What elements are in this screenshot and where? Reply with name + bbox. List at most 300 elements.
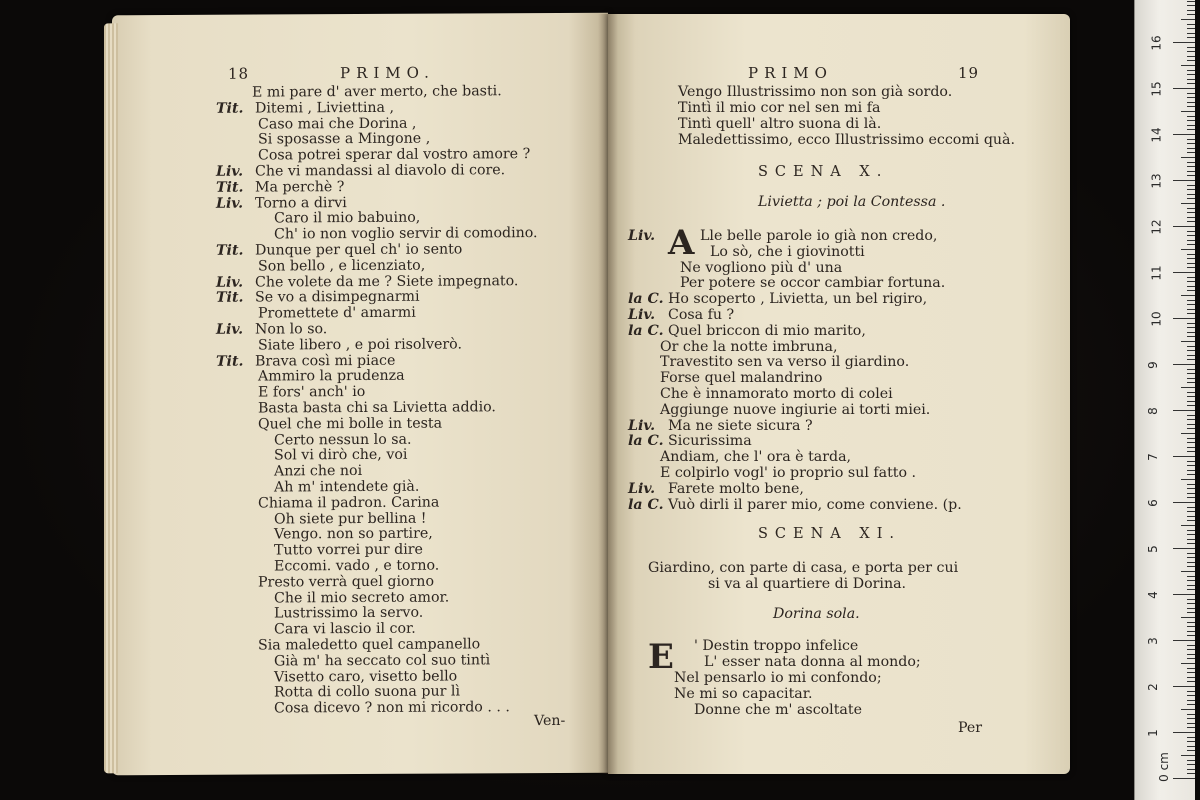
ruler-tick	[1187, 773, 1195, 774]
verse-line	[216, 257, 425, 274]
ruler-tick	[1187, 373, 1195, 374]
ruler-tick	[1187, 727, 1195, 728]
ruler-tick	[1187, 493, 1195, 494]
ruler-tick	[1181, 65, 1195, 66]
verse-line: Tintì quell' altro suona di là.	[678, 116, 882, 132]
ruler-tick	[1187, 33, 1195, 34]
verse-text: Quel briccon di mio marito,	[668, 322, 866, 339]
ruler-tick	[1187, 120, 1195, 121]
verse-line	[628, 260, 842, 276]
speaker-label: la C.	[628, 322, 664, 339]
ruler-tick	[1173, 42, 1195, 43]
ruler-tick	[1187, 461, 1195, 462]
verse-text: Già m' ha seccato col suo tintì	[274, 652, 491, 670]
ruler-tick	[1187, 336, 1195, 337]
ruler-tick	[1187, 51, 1195, 52]
verse-text: Lle belle parole io già non credo,	[700, 228, 938, 244]
ruler-tick	[1187, 576, 1195, 577]
verse-line	[216, 83, 502, 100]
verse-text: E mi pare d' aver merto, che basti.	[252, 83, 502, 101]
running-head-left: PRIMO.	[340, 63, 435, 83]
verse-text: Siate libero , e poi risolverò.	[258, 336, 462, 354]
ruler-tick	[1187, 681, 1195, 682]
scene-xi-heading: SCENA XI.	[758, 526, 902, 542]
verse-text: Anzi che noi	[274, 463, 363, 480]
verse-text: Or che la notte imbruna,	[660, 338, 838, 355]
ruler-tick	[1187, 723, 1195, 724]
verse-text: Ma ne siete sicura ?	[668, 417, 813, 434]
verse-text: Ho scoperto , Livietta, un bel rigiro,	[668, 291, 928, 308]
ruler-tick	[1187, 281, 1195, 282]
ruler-tick	[1187, 695, 1195, 696]
verse-text: Vengo. non so partire,	[274, 526, 433, 543]
ruler-tick	[1187, 612, 1195, 613]
scene-x-direction: Livietta ; poi la Contessa .	[758, 194, 946, 210]
ruler-tick	[1173, 180, 1195, 181]
ruler-tick	[1187, 585, 1195, 586]
verse-line	[628, 481, 804, 497]
catchword-left: Ven-	[534, 712, 566, 730]
verse-line	[216, 115, 416, 132]
ruler-number: 1	[1145, 729, 1160, 737]
speaker-label: la C.	[628, 291, 664, 308]
verse-line	[628, 354, 909, 370]
ruler-tick	[1187, 221, 1195, 222]
ruler-tick	[1187, 622, 1195, 623]
ruler-tick	[1187, 277, 1195, 278]
ruler-tick	[1187, 654, 1195, 655]
ruler-tick	[1187, 359, 1195, 360]
ruler-tick	[1187, 631, 1195, 632]
ruler-tick	[1187, 737, 1195, 738]
ruler-tick	[1187, 599, 1195, 600]
ruler-tick	[1187, 217, 1195, 218]
speaker-label: Liv.	[628, 417, 656, 434]
ruler-tick	[1187, 125, 1195, 126]
verse-line: Maledettissimo, ecco Illustrissimo eccomi quà.	[678, 132, 1016, 148]
verse-line	[216, 210, 420, 227]
ruler-tick	[1187, 419, 1195, 420]
speaker-label: la C.	[628, 433, 664, 450]
verse-line: Donne che m' ascoltate	[694, 702, 862, 718]
ruler-tick	[1187, 37, 1195, 38]
ruler-tick	[1187, 424, 1195, 425]
verse-text: Quel che mi bolle in testa	[258, 415, 443, 433]
verse-text: Cosa potrei sperar dal vostro amore ?	[258, 146, 531, 164]
ruler-tick	[1187, 286, 1195, 287]
ruler-tick	[1187, 714, 1195, 715]
verse-line	[628, 497, 962, 513]
verse-text: Dunque per quel ch' io sento	[255, 241, 463, 259]
ruler-tick	[1181, 755, 1195, 756]
verse-line	[216, 146, 530, 164]
scene-x-heading: SCENA X.	[758, 164, 889, 180]
verse-line	[628, 418, 813, 434]
catchword-right: Per	[958, 720, 983, 736]
verse-text: Sicurissima	[668, 433, 752, 450]
verse-text: Sia maledetto quel campanello	[258, 636, 481, 654]
ruler-tick	[1173, 88, 1195, 89]
ruler-number: 7	[1145, 453, 1160, 461]
ruler-number: 5	[1145, 545, 1160, 553]
verse-text: Caso mai che Dorina ,	[258, 115, 417, 133]
ruler-tick	[1187, 97, 1195, 98]
ruler-tick	[1187, 309, 1195, 310]
verse-text: E fors' anch' io	[258, 384, 366, 401]
verse-text: Aggiunge nuove ingiurie ai torti miei.	[660, 401, 931, 418]
ruler-tick	[1187, 741, 1195, 742]
ruler-tick	[1187, 378, 1195, 379]
ruler-tick	[1187, 79, 1195, 80]
ruler-number: 12	[1149, 219, 1164, 235]
ruler-tick	[1187, 649, 1195, 650]
verse-line: Nel pensarlo io mi confondo;	[674, 670, 882, 686]
ruler-tick	[1187, 451, 1195, 452]
verse-line	[216, 431, 412, 448]
verse-text: Non lo so.	[255, 321, 328, 338]
ruler-tick	[1187, 474, 1195, 475]
ruler-tick	[1173, 548, 1195, 549]
ruler-tick	[1187, 516, 1195, 517]
verse-line	[216, 100, 394, 117]
verse-line	[628, 244, 865, 260]
ruler-tick	[1187, 83, 1195, 84]
ruler-tick	[1187, 212, 1195, 213]
ruler-tick	[1187, 171, 1195, 172]
ruler-tick	[1181, 525, 1195, 526]
verse-line	[216, 415, 442, 432]
ruler-tick	[1187, 148, 1195, 149]
ruler-tick	[1181, 295, 1195, 296]
ruler-tick	[1181, 663, 1195, 664]
ruler-tick	[1187, 539, 1195, 540]
verse-line	[216, 589, 449, 606]
verse-text: Ma perchè ?	[255, 178, 345, 196]
ruler-number: 16	[1149, 35, 1164, 51]
verse-line	[216, 621, 416, 638]
ruler-tick	[1187, 10, 1195, 11]
verse-text: Caro il mio babuino,	[274, 210, 421, 227]
verse-text: Brava così mi piace	[255, 352, 396, 370]
scene-xi-direction: Dorina sola.	[773, 606, 860, 622]
ruler-tick	[1187, 139, 1195, 140]
verse-text: Cosa fu ?	[668, 307, 735, 323]
verse-line	[216, 526, 433, 543]
ruler-tick	[1187, 415, 1195, 416]
ruler-tick	[1187, 240, 1195, 241]
verse-text: Son bello , e licenziato,	[258, 257, 426, 275]
page-number-left: 18	[228, 64, 250, 83]
ruler-tick	[1181, 387, 1195, 388]
ruler-tick	[1187, 304, 1195, 305]
speaker-label: Tit.	[216, 242, 244, 259]
verse-line	[628, 307, 734, 323]
open-book	[112, 14, 1072, 782]
ruler-tick	[1187, 235, 1195, 236]
drop-cap-a: A	[668, 223, 695, 263]
verse-text: Si sposasse a Mingone ,	[258, 131, 431, 148]
ruler-number: 9	[1145, 361, 1160, 369]
verse-line: Vengo Illustrissimo non son già sordo.	[678, 84, 953, 100]
ruler-tick	[1187, 93, 1195, 94]
ruler-tick	[1173, 594, 1195, 595]
verse-text: Farete molto bene,	[668, 480, 804, 497]
verse-line	[216, 684, 460, 701]
ruler-tick	[1173, 640, 1195, 641]
verse-line	[216, 573, 434, 590]
ruler-tick	[1187, 355, 1195, 356]
verse-line	[216, 352, 395, 369]
verse-line	[628, 275, 945, 291]
ruler-tick	[1187, 484, 1195, 485]
verse-line	[216, 605, 423, 622]
ruler-tick	[1187, 175, 1195, 176]
ruler-tick	[1187, 750, 1195, 751]
ruler-tick	[1187, 332, 1195, 333]
ruler-tick	[1187, 194, 1195, 195]
verse-text: Rotta di collo suona pur lì	[274, 683, 460, 701]
ruler-tick	[1187, 447, 1195, 448]
ruler-tick	[1187, 769, 1195, 770]
ruler-tick	[1187, 152, 1195, 153]
ruler-tick	[1187, 350, 1195, 351]
verse-text: Lo sò, che i giovinotti	[710, 243, 865, 260]
verse-text: Forse quel malandrino	[660, 370, 823, 387]
ruler-tick	[1187, 327, 1195, 328]
ruler-tick	[1187, 116, 1195, 117]
verse-line	[628, 402, 930, 418]
ruler-tick	[1187, 645, 1195, 646]
ruler-number: 10	[1149, 311, 1164, 327]
verse-text: Presto verrà quel giorno	[258, 573, 434, 591]
ruler-tick	[1187, 56, 1195, 57]
ruler-tick	[1187, 263, 1195, 264]
ruler-number: 8	[1145, 407, 1160, 415]
ruler-tick	[1187, 764, 1195, 765]
ruler-tick	[1187, 608, 1195, 609]
verse-line	[628, 339, 838, 355]
verse-text: Promettete d' amarmi	[258, 304, 416, 322]
ruler-tick	[1187, 254, 1195, 255]
verse-text: Che vi mandassi al diavolo di core.	[255, 162, 506, 180]
page-number-right: 19	[958, 64, 980, 82]
ruler-tick	[1187, 718, 1195, 719]
ruler-tick	[1173, 226, 1195, 227]
speaker-label: Liv.	[628, 480, 656, 497]
verse-line	[216, 668, 457, 685]
verse-line	[216, 399, 496, 416]
ruler-tick	[1187, 185, 1195, 186]
verse-line	[216, 131, 430, 148]
verse-line	[216, 195, 347, 212]
verse-line	[216, 305, 416, 322]
verse-text: Oh siete pur bellina !	[274, 510, 427, 528]
ruler-tick	[1187, 300, 1195, 301]
verse-text: Ditemi , Liviettina ,	[255, 99, 394, 117]
verse-text: Per potere se occor cambiar fortuna.	[680, 275, 946, 292]
verse-line	[216, 368, 405, 385]
verse-line	[216, 510, 427, 527]
ruler-tick	[1187, 47, 1195, 48]
ruler-tick	[1187, 267, 1195, 268]
verse-line	[628, 291, 927, 307]
right-page	[608, 14, 1070, 774]
verse-line	[216, 225, 538, 243]
ruler-tick	[1187, 231, 1195, 232]
speaker-label: Liv.	[628, 228, 656, 244]
ruler-tick	[1187, 704, 1195, 705]
ruler-tick	[1181, 19, 1195, 20]
ruler-tick	[1187, 603, 1195, 604]
ruler-tick	[1187, 244, 1195, 245]
ruler-tick	[1173, 364, 1195, 365]
verse-line	[216, 447, 407, 464]
ruler-tick	[1187, 465, 1195, 466]
ruler-tick	[1187, 396, 1195, 397]
verse-line	[216, 636, 480, 653]
ruler-tick	[1187, 691, 1195, 692]
verse-text: Tutto vorrei pur dire	[274, 541, 423, 559]
ruler-tick	[1181, 341, 1195, 342]
verse-line	[628, 433, 752, 449]
ruler-tick	[1187, 70, 1195, 71]
verse-line	[216, 479, 419, 496]
verse-text: Lustrissimo la servo.	[274, 605, 424, 622]
ruler-number: 13	[1149, 173, 1164, 189]
ruler-tick	[1187, 258, 1195, 259]
ruler-tick	[1187, 24, 1195, 25]
verse-text: Ne vogliono più d' una	[680, 259, 843, 276]
verse-line	[216, 289, 419, 306]
ruler-tick	[1187, 1, 1195, 2]
verse-text: E colpirlo vogl' io proprio sul fatto .	[660, 465, 917, 481]
verse-line	[216, 463, 362, 480]
verse-line	[216, 179, 344, 196]
verse-line	[216, 336, 462, 353]
ruler-tick	[1187, 635, 1195, 636]
ruler-tick	[1187, 520, 1195, 521]
ruler-tick	[1187, 28, 1195, 29]
scene-xi-setting-2: si va al quartiere di Dorina.	[708, 576, 907, 592]
verse-text: Cosa dicevo ? non mi ricordo . . .	[274, 699, 510, 717]
verse-text: Visetto caro, visetto bello	[274, 668, 458, 686]
speaker-label: Liv.	[216, 163, 244, 180]
verse-line	[628, 465, 916, 481]
verse-line	[216, 558, 439, 575]
measuring-ruler	[1134, 0, 1195, 800]
speaker-label: Tit.	[216, 353, 244, 370]
speaker-label: Liv.	[216, 274, 244, 291]
ruler-number: 4	[1145, 591, 1160, 599]
ruler-tick	[1187, 511, 1195, 512]
ruler-tick	[1187, 580, 1195, 581]
verse-line	[216, 321, 327, 338]
ruler-tick	[1187, 290, 1195, 291]
ruler-tick	[1187, 198, 1195, 199]
verse-line	[216, 384, 365, 401]
verse-text: Travestito sen va verso il giardino.	[660, 354, 910, 371]
verse-text: Andiam, che l' ora è tarda,	[660, 449, 852, 466]
verse-line: Tintì il mio cor nel sen mi fa	[678, 100, 881, 116]
ruler-tick	[1187, 166, 1195, 167]
ruler-tick	[1187, 562, 1195, 563]
verse-text: Che volete da me ? Siete impegnato.	[255, 272, 519, 291]
verse-line	[628, 323, 866, 339]
ruler-number: 14	[1149, 127, 1164, 143]
drop-cap-e: E	[648, 637, 674, 677]
ruler-tick	[1173, 410, 1195, 411]
ruler-tick	[1187, 534, 1195, 535]
verse-line: Ne mi so capacitar.	[674, 686, 813, 702]
verse-line	[216, 542, 423, 559]
verse-line	[216, 652, 490, 669]
ruler-tick	[1187, 438, 1195, 439]
ruler-tick	[1187, 405, 1195, 406]
ruler-tick	[1187, 589, 1195, 590]
ruler-tick	[1181, 709, 1195, 710]
ruler-tick	[1187, 672, 1195, 673]
verse-line	[216, 699, 510, 717]
ruler-tick	[1173, 778, 1195, 779]
ruler-tick	[1187, 208, 1195, 209]
verse-line	[628, 228, 937, 244]
ruler-tick	[1181, 433, 1195, 434]
verse-text: Ah m' intendete già.	[274, 478, 420, 496]
speaker-label: Liv.	[216, 195, 244, 212]
ruler-number: 11	[1149, 265, 1164, 281]
left-page	[112, 13, 608, 776]
ruler-tick	[1181, 249, 1195, 250]
ruler-tick	[1181, 157, 1195, 158]
verse-text: Che il mio secreto amor.	[274, 589, 450, 607]
ruler-tick	[1173, 732, 1195, 733]
ruler-tick	[1173, 502, 1195, 503]
verse-line: L' esser nata donna al mondo;	[704, 654, 921, 670]
speaker-label: Liv.	[628, 307, 656, 323]
speaker-label: Tit.	[216, 100, 244, 117]
verse-text: Ch' io non voglio servir di comodino.	[274, 225, 538, 243]
verse-text: Certo nessun lo sa.	[274, 431, 412, 449]
ruler-number: 2	[1145, 683, 1160, 691]
verse-text: Che è innamorato morto di colei	[660, 386, 893, 402]
ruler-tick	[1173, 134, 1195, 135]
ruler-number: 3	[1145, 637, 1160, 645]
ruler-tick	[1187, 700, 1195, 701]
ruler-tick	[1187, 557, 1195, 558]
ruler-number: 6	[1145, 499, 1160, 507]
verse-line	[628, 370, 822, 386]
ruler-tick	[1187, 392, 1195, 393]
ruler-tick	[1173, 272, 1195, 273]
verse-line	[628, 449, 851, 465]
ruler-tick	[1187, 488, 1195, 489]
scene-xi-setting-1: Giardino, con parte di casa, e porta per cui	[648, 560, 959, 576]
ruler-number: 15	[1149, 81, 1164, 97]
ruler-tick	[1187, 189, 1195, 190]
verse-text: Basta basta chi sa Livietta addio.	[258, 399, 496, 417]
ruler-tick	[1187, 470, 1195, 471]
ruler-tick	[1187, 497, 1195, 498]
ruler-tick	[1187, 313, 1195, 314]
running-head-right: PRIMO	[748, 64, 833, 82]
ruler-tick	[1181, 571, 1195, 572]
ruler-tick	[1187, 346, 1195, 347]
verse-text: Sol vi dirò che, voi	[274, 447, 408, 464]
ruler-tick	[1187, 60, 1195, 61]
verse-text: Cara vi lascio il cor.	[274, 620, 416, 638]
ruler-tick	[1187, 530, 1195, 531]
ruler-tick	[1187, 668, 1195, 669]
